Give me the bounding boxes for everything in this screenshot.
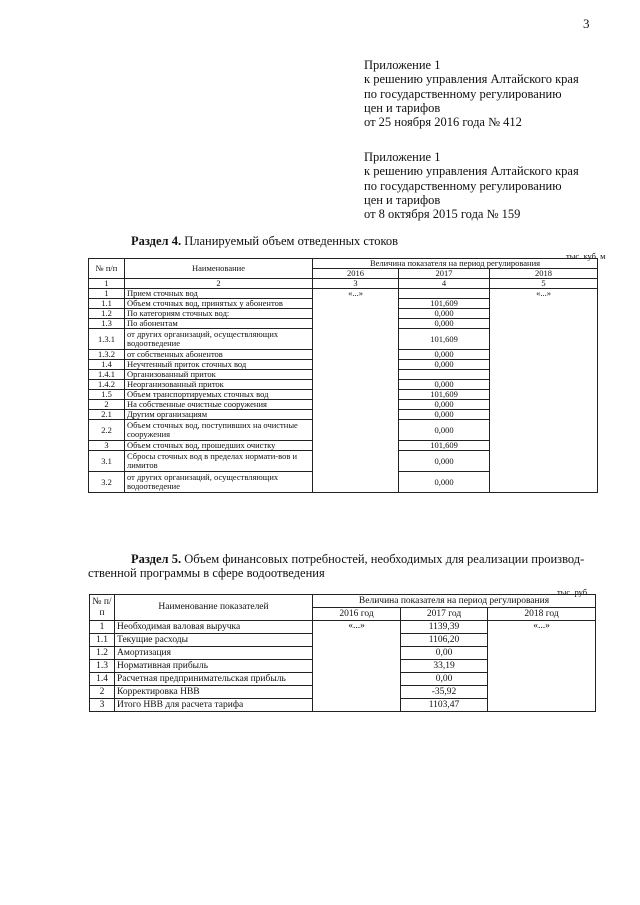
- section4-units: тыс. куб. м: [566, 251, 606, 261]
- year2017-value: 101,609: [399, 299, 490, 309]
- row-number: 2.1: [89, 410, 125, 420]
- year-header: 2017 год: [401, 608, 488, 621]
- row-name: Объем сточных вод, поступивших на очистные сооружения: [125, 420, 313, 441]
- year2018-value: «...»: [490, 289, 598, 493]
- year2018-value: «...»: [488, 621, 596, 712]
- row-name: Неорганизованный приток: [125, 380, 313, 390]
- year2016-value: «...»: [313, 621, 401, 712]
- section5-table: [89, 594, 596, 712]
- appendix-line: цен и тарифов: [364, 192, 441, 207]
- year2017-value: 101,609: [399, 390, 490, 400]
- col-name-header: Наименование показателей: [115, 595, 313, 621]
- year2017-value: 0,000: [399, 420, 490, 441]
- year2017-value: [399, 370, 490, 380]
- table-row: [90, 621, 596, 634]
- row-name: от собственных абонентов: [125, 350, 313, 360]
- year2017-value: [399, 289, 490, 299]
- row-name: Организованный приток: [125, 370, 313, 380]
- year2017-value: 0,00: [401, 647, 488, 660]
- row-name: Текущие расходы: [115, 634, 313, 647]
- row-number: 1.1: [90, 634, 115, 647]
- row-number: 1.4: [89, 360, 125, 370]
- row-name: Объем сточных вод, принятых у абонентов: [125, 299, 313, 309]
- year2017-value: 0,000: [399, 309, 490, 319]
- year2016-value: «...»: [313, 289, 399, 493]
- row-name: Объем транспортируемых сточных вод: [125, 390, 313, 400]
- row-number: 1.1: [89, 299, 125, 309]
- appendix-line: Приложение 1: [364, 150, 441, 164]
- year2017-value: 0,000: [399, 400, 490, 410]
- row-number: 3.2: [89, 472, 125, 493]
- row-name: Неучтенный приток сточных вод: [125, 360, 313, 370]
- year-header: 2016 год: [313, 608, 401, 621]
- year2017-value: 0,000: [399, 451, 490, 472]
- year2017-value: 0,000: [399, 380, 490, 390]
- col-number: 4: [399, 279, 490, 289]
- row-number: 1.4: [90, 673, 115, 686]
- row-name: Расчетная предпринимательская прибыль: [115, 673, 313, 686]
- year2017-value: 0,000: [399, 319, 490, 329]
- row-number: 1: [89, 289, 125, 299]
- section4-label: Раздел 4.: [131, 234, 182, 248]
- row-name: По категориям сточных вод:: [125, 309, 313, 319]
- row-name: от других организаций, осуществляющих водоотведение: [125, 329, 313, 350]
- section4-table: [88, 258, 598, 493]
- appendix-line: Приложение 1: [364, 58, 441, 72]
- appendix-line: цен и тарифов: [364, 100, 441, 115]
- appendix-line: по государственному регулированию: [364, 86, 562, 101]
- appendix-line: от 25 ноября 2016 года № 412: [364, 115, 522, 130]
- row-name: Нормативная прибыль: [115, 660, 313, 673]
- section4-title-text: Планируемый объем отведенных стоков: [181, 234, 399, 248]
- row-number: 1.3: [89, 319, 125, 329]
- year-header: 2016: [313, 269, 399, 279]
- section5-units: тыс. руб.: [557, 587, 590, 597]
- section5-title-line2: ственной программы в сфере водоотведения: [88, 566, 325, 580]
- row-number: 3: [89, 441, 125, 451]
- year2017-value: 0,000: [399, 472, 490, 493]
- section5-label: Раздел 5.: [131, 552, 182, 566]
- appendix-line: по государственному регулированию: [364, 178, 562, 193]
- row-name: Необходимая валовая выручка: [115, 621, 313, 634]
- row-number: 3.1: [89, 451, 125, 472]
- row-name: Сбросы сточных вод в пределах нормати-вов и лимитов: [125, 451, 313, 472]
- year2017-value: 1103,47: [401, 699, 488, 712]
- appendix-line: к решению управления Алтайского края: [364, 164, 579, 179]
- row-number: 1.4.1: [89, 370, 125, 380]
- row-number: 2: [89, 400, 125, 410]
- appendix-previous: [364, 150, 579, 221]
- row-name: По абонентам: [125, 319, 313, 329]
- year2017-value: 0,00: [401, 673, 488, 686]
- year2017-value: 1139,39: [401, 621, 488, 634]
- year2017-value: 0,000: [399, 350, 490, 360]
- row-name: Прием сточных вод: [125, 289, 313, 299]
- appendix-line: от 8 октября 2015 года № 159: [364, 207, 521, 222]
- row-number: 1: [90, 621, 115, 634]
- col-number: 2: [125, 279, 313, 289]
- row-number: 2.2: [89, 420, 125, 441]
- page-number: 3: [583, 16, 590, 31]
- appendix-current: [364, 58, 579, 129]
- col-num-header: № п/ п: [90, 595, 115, 621]
- period-header: Величина показателя на период регулирования: [313, 595, 596, 608]
- row-name: от других организаций, осуществляющих водоотведение: [125, 472, 313, 493]
- row-number: 1.3.1: [89, 329, 125, 350]
- row-number: 3: [90, 699, 115, 712]
- year-header: 2018 год: [488, 608, 596, 621]
- row-name: Другим организациям: [125, 410, 313, 420]
- year-header: 2018: [490, 269, 598, 279]
- row-number: 1.3: [90, 660, 115, 673]
- row-number: 1.2: [89, 309, 125, 319]
- section5-title-line1: Объем финансовых потребностей, необходимых для реализации производ-: [181, 552, 585, 566]
- row-number: 2: [90, 686, 115, 699]
- period-header: Величина показателя на период регулирования: [313, 259, 598, 269]
- year2017-value: 0,000: [399, 410, 490, 420]
- row-number: 1.4.2: [89, 380, 125, 390]
- year2017-value: 1106,20: [401, 634, 488, 647]
- year2017-value: 0,000: [399, 360, 490, 370]
- appendix-line: к решению управления Алтайского края: [364, 72, 579, 87]
- table-row: [89, 289, 598, 299]
- row-number: 1.2: [90, 647, 115, 660]
- row-name: Корректировка НВВ: [115, 686, 313, 699]
- col-number: 5: [490, 279, 598, 289]
- row-number: 1.3.2: [89, 350, 125, 360]
- row-name: На собственные очистные сооружения: [125, 400, 313, 410]
- row-name: Амортизация: [115, 647, 313, 660]
- col-number: 3: [313, 279, 399, 289]
- year2017-value: 33,19: [401, 660, 488, 673]
- year-header: 2017: [399, 269, 490, 279]
- year2017-value: 101,609: [399, 329, 490, 350]
- row-name: Объем сточных вод, прошедших очистку: [125, 441, 313, 451]
- row-name: Итого НВВ для расчета тарифа: [115, 699, 313, 712]
- year2017-value: 101,609: [399, 441, 490, 451]
- section5-title: [88, 552, 601, 580]
- year2017-value: -35,92: [401, 686, 488, 699]
- col-number: 1: [89, 279, 125, 289]
- col-name-header: Наименование: [125, 259, 313, 279]
- section4-title: [131, 234, 398, 248]
- row-number: 1.5: [89, 390, 125, 400]
- col-num-header: № п/п: [89, 259, 125, 279]
